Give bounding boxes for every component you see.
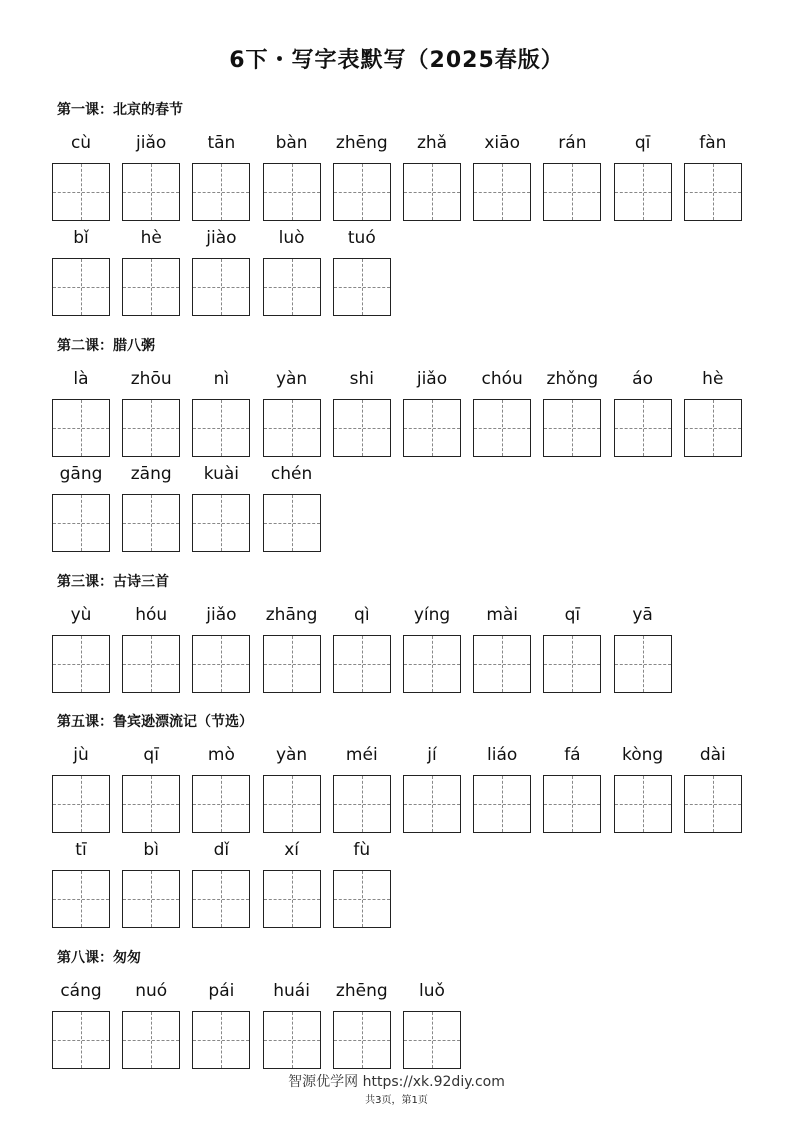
writing-box[interactable] bbox=[473, 399, 531, 457]
char-cell bbox=[192, 462, 250, 552]
writing-box[interactable] bbox=[473, 163, 531, 221]
writing-box[interactable] bbox=[122, 635, 180, 693]
pinyin-label: pái bbox=[208, 981, 235, 1001]
char-cell bbox=[263, 367, 321, 457]
writing-box[interactable] bbox=[473, 775, 531, 833]
writing-box[interactable] bbox=[52, 399, 110, 457]
pinyin-label: chóu bbox=[481, 369, 523, 389]
writing-box[interactable] bbox=[122, 163, 180, 221]
char-cell bbox=[192, 603, 250, 693]
char-cell bbox=[263, 462, 321, 552]
char-cell bbox=[52, 979, 110, 1069]
pinyin-label: bàn bbox=[275, 133, 308, 153]
pinyin-label: hè bbox=[702, 369, 724, 389]
char-cell bbox=[122, 462, 180, 552]
pinyin-label: kòng bbox=[621, 745, 664, 765]
writing-box[interactable] bbox=[52, 635, 110, 693]
char-cell bbox=[333, 226, 391, 316]
char-cell bbox=[684, 367, 742, 457]
pinyin-label: yù bbox=[70, 605, 92, 625]
pinyin-label: kuài bbox=[203, 464, 240, 484]
writing-box[interactable] bbox=[543, 775, 601, 833]
char-cell bbox=[192, 838, 250, 928]
writing-box[interactable] bbox=[122, 494, 180, 552]
pinyin-label: luò bbox=[278, 228, 305, 248]
char-cell bbox=[192, 743, 250, 833]
writing-box[interactable] bbox=[614, 635, 672, 693]
char-cell bbox=[333, 838, 391, 928]
pinyin-label: jiào bbox=[206, 228, 237, 248]
char-cell bbox=[543, 131, 601, 221]
writing-box[interactable] bbox=[192, 870, 250, 928]
char-cell bbox=[122, 743, 180, 833]
char-cell bbox=[263, 603, 321, 693]
pinyin-label: jiǎo bbox=[416, 369, 448, 389]
pinyin-label: jiǎo bbox=[206, 605, 237, 625]
char-cell bbox=[192, 131, 250, 221]
char-cell bbox=[52, 603, 110, 693]
char-cell bbox=[263, 131, 321, 221]
writing-box[interactable] bbox=[122, 870, 180, 928]
char-cell bbox=[52, 838, 110, 928]
writing-box[interactable] bbox=[403, 635, 461, 693]
writing-box[interactable] bbox=[684, 775, 742, 833]
pinyin-label: xí bbox=[284, 840, 299, 860]
pinyin-label: tān bbox=[207, 133, 236, 153]
pinyin-label: luǒ bbox=[419, 981, 445, 1001]
writing-box[interactable] bbox=[122, 1011, 180, 1069]
pinyin-label: liáo bbox=[487, 745, 518, 765]
char-cell bbox=[543, 743, 601, 833]
writing-box[interactable] bbox=[52, 163, 110, 221]
char-cell bbox=[263, 838, 321, 928]
char-cell bbox=[263, 226, 321, 316]
writing-box[interactable] bbox=[263, 775, 321, 833]
writing-box[interactable] bbox=[122, 258, 180, 316]
writing-box[interactable] bbox=[543, 163, 601, 221]
pinyin-label: jiǎo bbox=[136, 133, 167, 153]
char-cell bbox=[122, 367, 180, 457]
char-cell bbox=[122, 131, 180, 221]
writing-box[interactable] bbox=[684, 399, 742, 457]
writing-box[interactable] bbox=[614, 775, 672, 833]
pinyin-label: jí bbox=[427, 745, 437, 765]
lesson-title: 第一课：北京的春节 bbox=[57, 102, 183, 118]
pinyin-label: chén bbox=[270, 464, 313, 484]
pinyin-label: zhōu bbox=[130, 369, 172, 389]
pinyin-label: mài bbox=[486, 605, 519, 625]
char-cell bbox=[403, 367, 461, 457]
pinyin-label: hóu bbox=[135, 605, 168, 625]
writing-box[interactable] bbox=[192, 635, 250, 693]
pinyin-label: zhēng bbox=[335, 133, 388, 153]
pinyin-label: bǐ bbox=[73, 228, 89, 248]
char-cell bbox=[263, 979, 321, 1069]
writing-box[interactable] bbox=[263, 494, 321, 552]
char-cell bbox=[614, 131, 672, 221]
pinyin-label: cáng bbox=[60, 981, 102, 1001]
pinyin-label: yíng bbox=[413, 605, 451, 625]
char-cell bbox=[473, 131, 531, 221]
pinyin-label: qì bbox=[354, 605, 370, 625]
char-cell bbox=[403, 131, 461, 221]
pinyin-label: qī bbox=[143, 745, 159, 765]
writing-box[interactable] bbox=[333, 775, 391, 833]
pinyin-label: zhāng bbox=[265, 605, 318, 625]
char-cell bbox=[52, 367, 110, 457]
writing-box[interactable] bbox=[192, 494, 250, 552]
char-cell bbox=[122, 226, 180, 316]
writing-box[interactable] bbox=[333, 163, 391, 221]
char-cell bbox=[614, 603, 672, 693]
lesson-title: 第五课：鲁宾逊漂流记（节选） bbox=[57, 714, 253, 730]
writing-box[interactable] bbox=[263, 1011, 321, 1069]
char-cell bbox=[333, 979, 391, 1069]
pinyin-label: qī bbox=[564, 605, 581, 625]
writing-box[interactable] bbox=[684, 163, 742, 221]
writing-box[interactable] bbox=[122, 775, 180, 833]
pinyin-label: gāng bbox=[59, 464, 103, 484]
writing-box[interactable] bbox=[543, 399, 601, 457]
writing-box[interactable] bbox=[192, 163, 250, 221]
writing-box[interactable] bbox=[52, 494, 110, 552]
pinyin-label: fù bbox=[353, 840, 371, 860]
pinyin-label: nuó bbox=[135, 981, 168, 1001]
writing-box[interactable] bbox=[403, 1011, 461, 1069]
char-cell bbox=[543, 367, 601, 457]
writing-box[interactable] bbox=[263, 399, 321, 457]
pinyin-label: dǐ bbox=[213, 840, 230, 860]
pinyin-label: yā bbox=[632, 605, 653, 625]
pinyin-label: yàn bbox=[275, 369, 308, 389]
pinyin-label: jù bbox=[73, 745, 89, 765]
char-cell bbox=[614, 367, 672, 457]
char-cell bbox=[192, 367, 250, 457]
writing-box[interactable] bbox=[192, 775, 250, 833]
pinyin-label: tī bbox=[75, 840, 87, 860]
char-cell bbox=[52, 131, 110, 221]
char-cell bbox=[52, 743, 110, 833]
writing-box[interactable] bbox=[543, 635, 601, 693]
char-cell bbox=[684, 131, 742, 221]
char-cell bbox=[192, 979, 250, 1069]
pinyin-label: mò bbox=[207, 745, 235, 765]
writing-box[interactable] bbox=[192, 1011, 250, 1069]
writing-box[interactable] bbox=[122, 399, 180, 457]
pinyin-label: hè bbox=[140, 228, 162, 248]
char-cell bbox=[403, 603, 461, 693]
pinyin-label: zhǒng bbox=[546, 369, 599, 389]
writing-box[interactable] bbox=[192, 399, 250, 457]
writing-box[interactable] bbox=[52, 258, 110, 316]
footer-site: 智源优学网 https://xk.92diy.com bbox=[288, 1074, 505, 1090]
page-title: 6下・写字表默写（2025春版） bbox=[229, 48, 564, 73]
writing-box[interactable] bbox=[473, 635, 531, 693]
writing-box[interactable] bbox=[614, 163, 672, 221]
char-cell bbox=[122, 979, 180, 1069]
char-cell bbox=[333, 367, 391, 457]
pinyin-label: bì bbox=[143, 840, 159, 860]
writing-box[interactable] bbox=[403, 163, 461, 221]
char-cell bbox=[403, 743, 461, 833]
lesson-title: 第三课：古诗三首 bbox=[57, 574, 169, 590]
pinyin-label: fàn bbox=[699, 133, 727, 153]
pinyin-label: dài bbox=[699, 745, 726, 765]
writing-box[interactable] bbox=[52, 775, 110, 833]
pinyin-label: zāng bbox=[130, 464, 172, 484]
pinyin-label: rán bbox=[558, 133, 587, 153]
char-cell bbox=[684, 743, 742, 833]
pinyin-label: zhǎ bbox=[416, 133, 448, 153]
pinyin-label: méi bbox=[345, 745, 378, 765]
writing-box[interactable] bbox=[333, 1011, 391, 1069]
char-cell bbox=[333, 743, 391, 833]
char-cell bbox=[192, 226, 250, 316]
pinyin-label: qī bbox=[634, 133, 651, 153]
pinyin-label: áo bbox=[632, 369, 653, 389]
char-cell bbox=[333, 603, 391, 693]
pinyin-label: nì bbox=[213, 369, 230, 389]
char-cell bbox=[473, 367, 531, 457]
writing-box[interactable] bbox=[52, 870, 110, 928]
char-cell bbox=[122, 838, 180, 928]
writing-box[interactable] bbox=[333, 258, 391, 316]
writing-box[interactable] bbox=[333, 635, 391, 693]
char-cell bbox=[52, 462, 110, 552]
char-cell bbox=[473, 743, 531, 833]
char-cell bbox=[52, 226, 110, 316]
char-cell bbox=[263, 743, 321, 833]
writing-box[interactable] bbox=[192, 258, 250, 316]
footer-page-info: 共3页，第1页 bbox=[365, 1095, 428, 1106]
lesson-title: 第二课：腊八粥 bbox=[57, 338, 155, 354]
pinyin-label: là bbox=[73, 369, 89, 389]
writing-box[interactable] bbox=[263, 163, 321, 221]
char-cell bbox=[543, 603, 601, 693]
writing-box[interactable] bbox=[614, 399, 672, 457]
pinyin-label: fá bbox=[564, 745, 581, 765]
writing-box[interactable] bbox=[333, 870, 391, 928]
writing-box[interactable] bbox=[333, 399, 391, 457]
pinyin-label: yàn bbox=[275, 745, 308, 765]
writing-box[interactable] bbox=[263, 870, 321, 928]
pinyin-label: tuó bbox=[347, 228, 376, 248]
char-cell bbox=[122, 603, 180, 693]
char-cell bbox=[333, 131, 391, 221]
char-cell bbox=[614, 743, 672, 833]
pinyin-label: huái bbox=[273, 981, 310, 1001]
writing-box[interactable] bbox=[52, 1011, 110, 1069]
lesson-title: 第八课：匆匆 bbox=[57, 950, 141, 966]
writing-box[interactable] bbox=[263, 258, 321, 316]
pinyin-label: cù bbox=[70, 133, 92, 153]
writing-box[interactable] bbox=[263, 635, 321, 693]
pinyin-label: shi bbox=[349, 369, 374, 389]
pinyin-label: xiāo bbox=[484, 133, 520, 153]
char-cell bbox=[473, 603, 531, 693]
writing-box[interactable] bbox=[403, 399, 461, 457]
char-cell bbox=[403, 979, 461, 1069]
pinyin-label: zhēng bbox=[335, 981, 388, 1001]
writing-box[interactable] bbox=[403, 775, 461, 833]
